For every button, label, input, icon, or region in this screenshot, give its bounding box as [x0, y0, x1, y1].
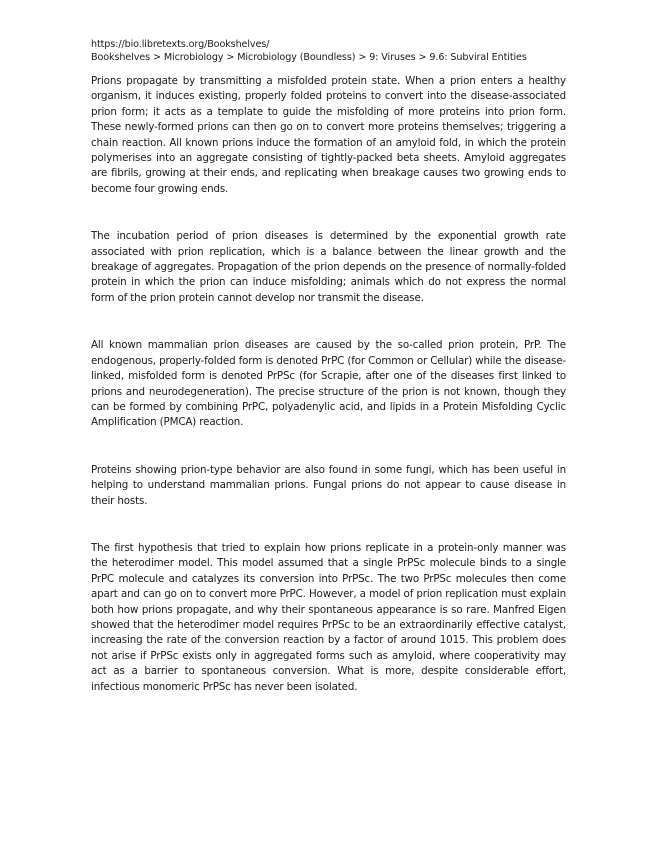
document-page: [91, 38, 566, 695]
paragraph-incubation-period: The incubation period of prion diseases is determined by the exponential growth rate associated with prion replication, which is a balance between the linear growth and the breakage of aggregates. Propagation of the prion depends on the presence of normally-folded protein in which the prion can induce misfolding; animals which do not express the normal form of the prion protein cannot develop nor transmit the disease.: [91, 230, 566, 304]
paragraph-heterodimer-model: The first hypothesis that tried to explain how prions replicate in a protein-only manner was the heterodimer model. This model assumed that a single PrPSc molecule binds to a single PrPC molecule and catalyzes its conversion into PrPSc. The two PrPSc molecules then come apart and can go on to convert more PrPC. However, a model of prion replication must explain both how prions propagate, and why their spontaneous appearance is so rare. Manfred Eigen showed that the heterodimer model requires PrPSc to be an extraordinarily effective catalyst, increasing the rate of the conversion reaction by a factor of around 1015. This problem does not arise if PrPSc exists only in aggregated forms such as amyloid, where cooperativity may act as a barrier to spontaneous conversion. What is more, despite considerable effort, infectious monomeric PrPSc has never been isolated.: [91, 541, 566, 693]
paragraph-spacer: [91, 431, 566, 463]
paragraph-spacer: [91, 197, 566, 229]
paragraph-prion-propagation: Prions propagate by transmitting a misfolded protein state. When a prion enters a healthy organism, it induces existing, properly folded proteins to convert into the disease-associated prion form; it acts as a template to guide the misfolding of more proteins into prion form. These newly-formed prions can then go on to convert more proteins themselves; triggering a chain reaction. All known prions induce the formation of an amyloid fold, in which the protein polymerises into an aggregate consisting of tightly-packed beta sheets. Amyloid aggregates are fibrils, growing at their ends, and replicating when breakage causes two growing ends to become four growing ends.: [91, 75, 566, 195]
paragraph-spacer: [91, 509, 566, 541]
paragraph-fungal-prions: Proteins showing prion-type behavior are also found in some fungi, which has been useful in helping to understand mammalian prions. Fungal prions do not appear to cause disease in their hosts.: [91, 463, 566, 507]
source-url[interactable]: https://bio.libretexts.org/Bookshelves/: [91, 39, 270, 50]
breadcrumb[interactable]: Bookshelves > Microbiology > Microbiology (Boundless) > 9: Viruses > 9.6: Subviral Entities: [91, 52, 527, 63]
paragraph-spacer: [91, 306, 566, 338]
paragraph-mammalian-prion-diseases: All known mammalian prion diseases are caused by the so-called prion protein, PrP. The endogenous, properly-folded form is denoted PrPC (for Common or Cellular) while the disease-linked, misfolded form is denoted PrPSc (for Scrapie, after one of the diseases first linked to prions and neurodegeneration). The precise structure of the prion is not known, though they can be formed by combining PrPC, polyadenylic acid, and lipids in a Protein Misfolding Cyclic Amplification (PMCA) reaction.: [91, 339, 566, 429]
